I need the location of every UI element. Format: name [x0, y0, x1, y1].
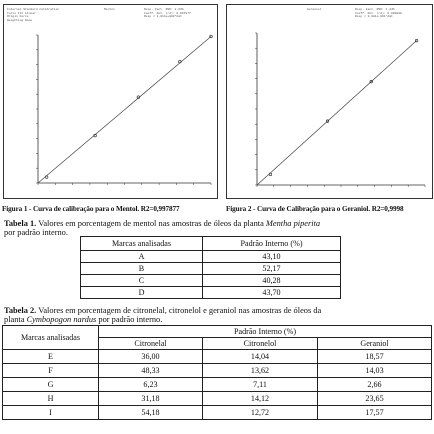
figure-2-plot [226, 4, 433, 199]
table-2-header-brand: Marcas analisadas [3, 326, 99, 350]
table-cell: 6,23 [99, 378, 203, 392]
table-2-caption-suffix: por padrão interno. [96, 314, 163, 324]
figure-1-plot [3, 4, 218, 199]
table-cell: 13,62 [203, 364, 318, 378]
table-cell: 18,57 [318, 350, 432, 364]
table-row [3, 378, 432, 392]
table-cell: 12,72 [203, 406, 318, 420]
table-cell: I [3, 406, 99, 420]
table-1-caption-line-2: por padrão interno. [4, 227, 68, 237]
table-cell: 31,18 [99, 392, 203, 406]
figure-2-chart [227, 5, 432, 198]
table-row [81, 287, 341, 299]
table-cell: 7,11 [203, 378, 318, 392]
table-cell: 17,57 [318, 406, 432, 420]
figure-2-header-right-line: Coeff. Det. (r2): 0.999800 [355, 11, 402, 15]
table-cell: 2,66 [318, 378, 432, 392]
figure-1-header-right-line: Coeff. Det. (r2): 0.997877 [144, 11, 191, 15]
table-cell: A [81, 251, 203, 263]
table-1-number: Tabela 1. [4, 219, 37, 228]
table-row [81, 237, 341, 251]
table-2-caption-prefix: planta [4, 314, 27, 324]
table-row [3, 364, 432, 378]
table-2-header-citronelol: Citronelol [203, 338, 318, 350]
figure-1-fit-line [38, 36, 211, 183]
table-cell: F [3, 364, 99, 378]
figure-1-data-point [45, 176, 48, 179]
table-2-number: Tabela 2. [4, 306, 37, 315]
table-cell: H [3, 392, 99, 406]
table-row [3, 392, 432, 406]
table-cell: C [81, 275, 203, 287]
table-cell: 14,03 [318, 364, 432, 378]
table-cell: 48,33 [99, 364, 203, 378]
table-2-header-internal-standard: Padrão Interno (%) [99, 326, 432, 338]
figure-2-fit-line [257, 41, 417, 185]
table-cell: 54,18 [99, 406, 203, 420]
figure-2-data-point [269, 173, 272, 176]
table-cell: 40,28 [203, 275, 341, 287]
table-cell: 36,00 [99, 350, 203, 364]
figure-1-header-right-line: Resp = 1.014e+000*Amt [144, 15, 182, 19]
figure-1-chart [4, 5, 217, 198]
table-cell: D [81, 287, 203, 299]
figure-1-header-left-line: Internal Standard Calibration [7, 8, 60, 11]
table-2-caption-line-2 [4, 316, 321, 325]
table-cell: E [3, 350, 99, 364]
table-1-caption [4, 220, 320, 237]
table-row [3, 406, 432, 420]
table-cell: 43,70 [203, 287, 341, 299]
table-2-caption-text: Valores em porcentagem de citronelal, citronelol e geraniol nas amostras de óleos da [36, 306, 322, 315]
table-2-caption [4, 307, 321, 324]
table-cell: B [81, 263, 203, 275]
table-row [81, 275, 341, 287]
table-cell: G [3, 378, 99, 392]
table-2 [2, 325, 432, 420]
figure-1-header-left-line: Weighting None [7, 18, 33, 22]
table-1-header-brand: Marcas analisadas [81, 237, 203, 251]
figure-1-header-right-line: Resp. Fact. RSD: 2.93% [144, 8, 184, 11]
table-2-species: Cymbopogon nardus [26, 314, 97, 324]
table-row [3, 326, 432, 338]
table-1-species: Mentha piperita [265, 219, 321, 228]
table-row [3, 350, 432, 364]
table-2-header-geraniol: Geraniol [318, 338, 432, 350]
table-row [81, 251, 341, 263]
figure-1-header-title: Mentol [104, 8, 115, 11]
table-cell: 14,04 [203, 350, 318, 364]
figure-2-header-right-line: Resp. Fact. RSD: 1.24% [355, 8, 395, 11]
figure-2-caption: Figura 2 - Curva de Calibração para o Geraniol. R2=0,9998 [226, 205, 404, 213]
table-cell: 43,10 [203, 251, 341, 263]
figure-2-header-title: Geraniol [307, 8, 322, 11]
figure-2-header-right-line: Resp = 9.981e-001*Amt [355, 15, 393, 19]
table-row [81, 263, 341, 275]
table-1 [80, 236, 341, 299]
figure-1-header-left-line: Origin Force [7, 15, 29, 19]
table-cell: 52,17 [203, 263, 341, 275]
figure-1-header-left-line: Curve Fit Linear [7, 11, 36, 15]
table-cell: 23,65 [318, 392, 432, 406]
table-cell: 14,12 [203, 392, 318, 406]
figure-1-caption: Figura 1 - Curva de calibração para o Mentol. R2=0,997877 [2, 205, 180, 213]
table-1-caption-text: Valores em porcentagem de mentol nas amostras de óleos da planta [36, 219, 266, 228]
table-2-header-citronelal: Citronelal [99, 338, 203, 350]
table-1-header-internal-standard: Padrão Interno (%) [203, 237, 341, 251]
